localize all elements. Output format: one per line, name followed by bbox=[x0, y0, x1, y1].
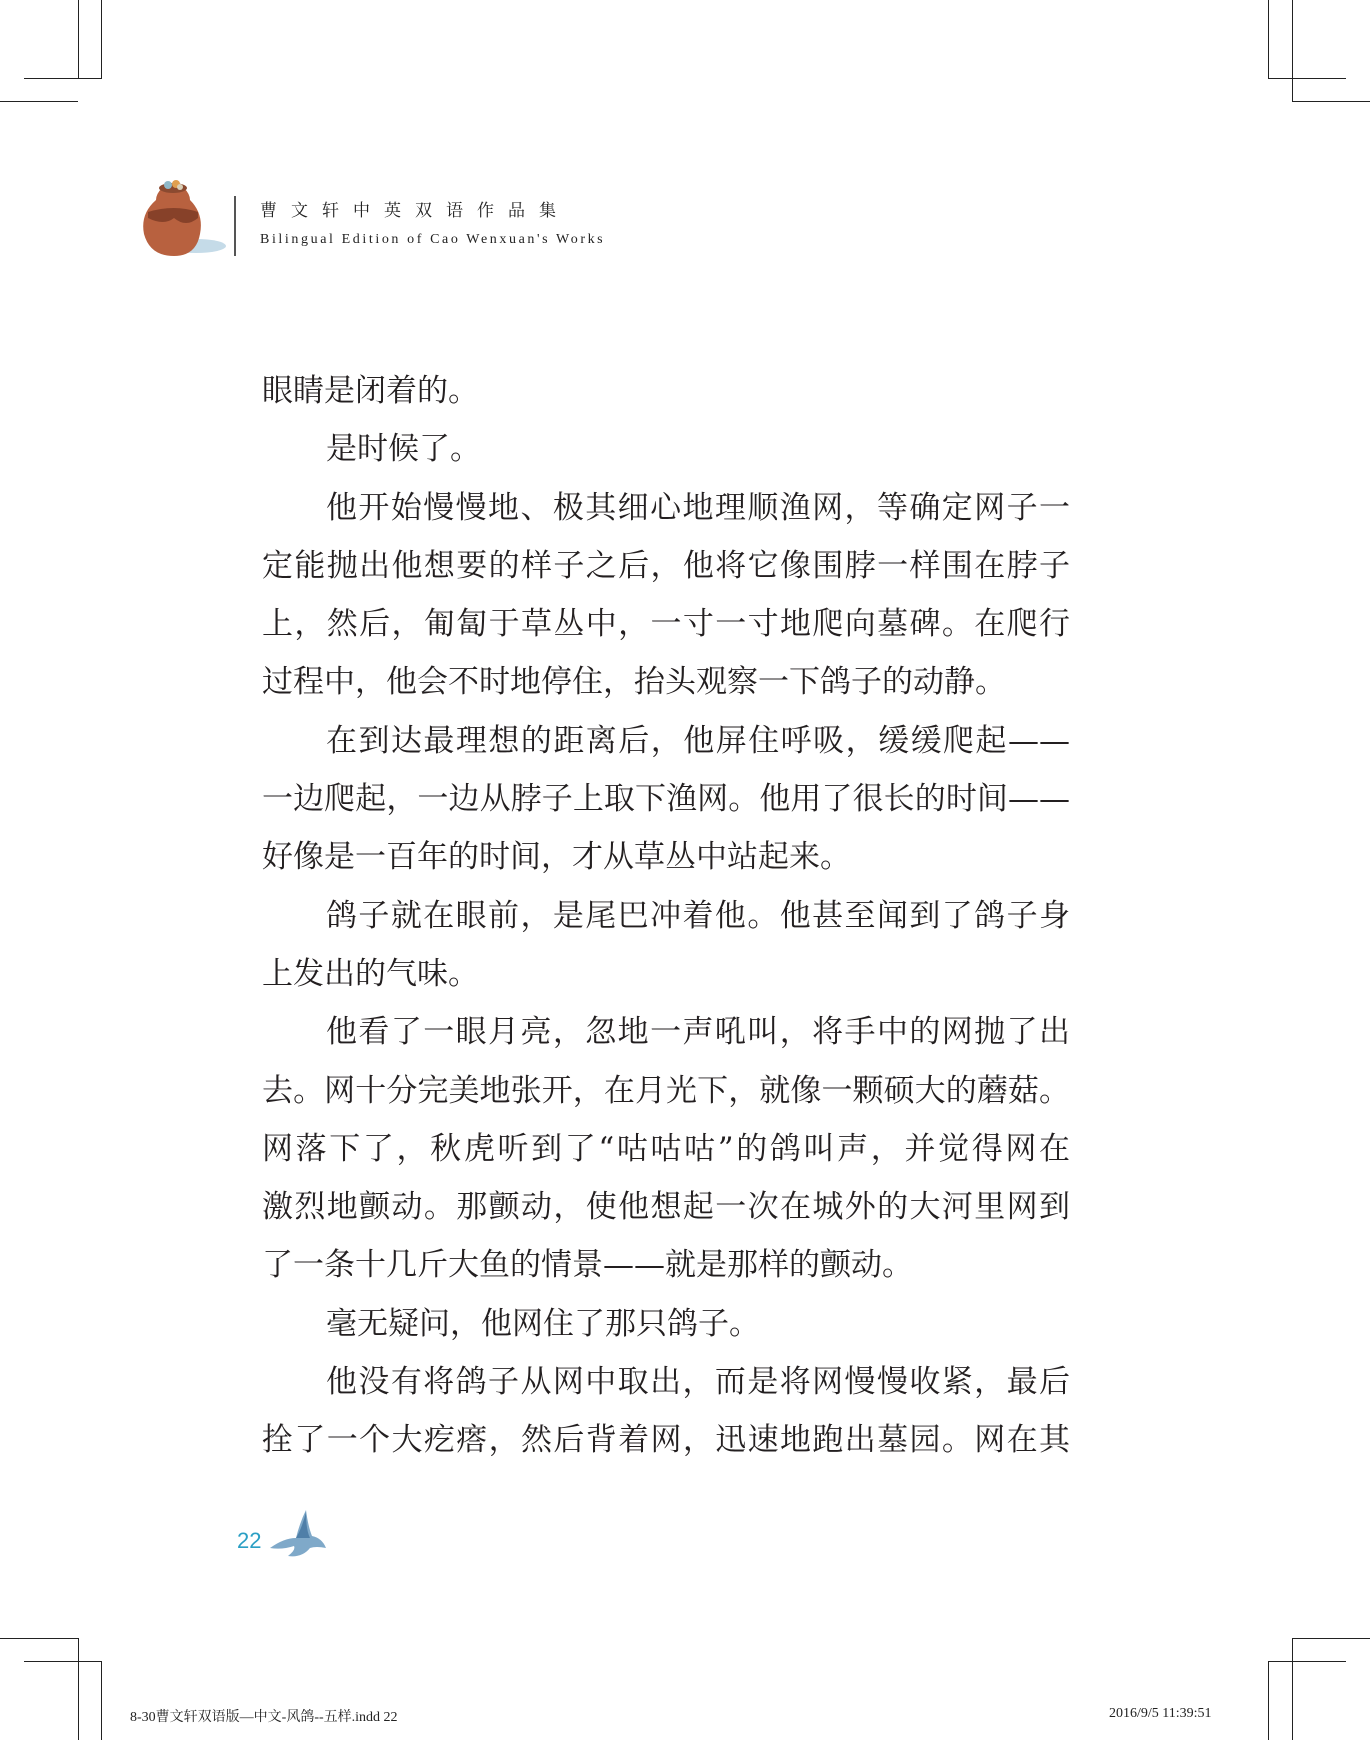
text-line: 是时候了。 bbox=[326, 431, 481, 468]
body-text bbox=[262, 362, 1070, 1470]
text-line: 拴了一个大疙瘩，然后背着网，迅速地跑出墓园。网在其 bbox=[262, 1422, 1070, 1459]
text-line: 了一条十几斤大鱼的情景——就是那样的颤动。 bbox=[262, 1247, 913, 1284]
text-line: 眼睛是闭着的。 bbox=[262, 373, 479, 409]
text-line: 他没有将鸽子从网中取出，而是将网慢慢收紧，最后 bbox=[326, 1364, 1070, 1401]
slug-file-info: 8-30曹文轩双语版—中文-风鸽--五样.indd 22 bbox=[130, 1710, 398, 1725]
text-line: 定能抛出他想要的样子之后，他将它像围脖一样围在脖子 bbox=[262, 547, 1070, 584]
text-line: 他看了一眼月亮，忽地一声吼叫，将手中的网抛了出 bbox=[326, 1014, 1070, 1051]
text-line: 激烈地颤动。那颤动，使他想起一次在城外的大河里网到 bbox=[262, 1189, 1070, 1226]
slug-timestamp: 2016/9/5 11:39:51 bbox=[1109, 1706, 1212, 1721]
text-line: 他开始慢慢地、极其细心地理顺渔网，等确定网子一 bbox=[326, 489, 1070, 526]
text-line: 好像是一百年的时间，才从草丛中站起来。 bbox=[262, 839, 851, 876]
text-line: 去。网十分完美地张开，在月光下，就像一颗硕大的蘑菇。 bbox=[262, 1072, 1070, 1109]
text-line: 一边爬起，一边从脖子上取下渔网。他用了很长的时间—— bbox=[262, 781, 1070, 818]
text-line: 毫无疑问，他网住了那只鸽子。 bbox=[326, 1305, 760, 1342]
text-line: 网落下了，秋虎听到了“咕咕咕”的鸽叫声，并觉得网在 bbox=[262, 1130, 1070, 1167]
text-line: 上，然后，匍匐于草丛中，一寸一寸地爬向墓碑。在爬行 bbox=[262, 606, 1070, 643]
running-header bbox=[134, 170, 694, 260]
clay-jar-illustration bbox=[134, 174, 230, 260]
header-divider bbox=[234, 196, 236, 256]
text-line: 上发出的气味。 bbox=[262, 955, 479, 992]
text-line: 鸽子就在眼前，是尾巴冲着他。他甚至闻到了鸽子身 bbox=[326, 897, 1070, 934]
page-number: 22 bbox=[237, 1528, 262, 1553]
bird-illustration bbox=[266, 1508, 328, 1560]
text-line: 在到达最理想的距离后，他屏住呼吸，缓缓爬起—— bbox=[326, 722, 1070, 759]
series-title-en: Bilingual Edition of Cao Wenxuan's Works bbox=[260, 232, 606, 247]
series-title-cn: 曹文轩中英双语作品集 bbox=[260, 201, 570, 221]
text-line: 过程中，他会不时地停住，抬头观察一下鸽子的动静。 bbox=[262, 664, 1006, 701]
